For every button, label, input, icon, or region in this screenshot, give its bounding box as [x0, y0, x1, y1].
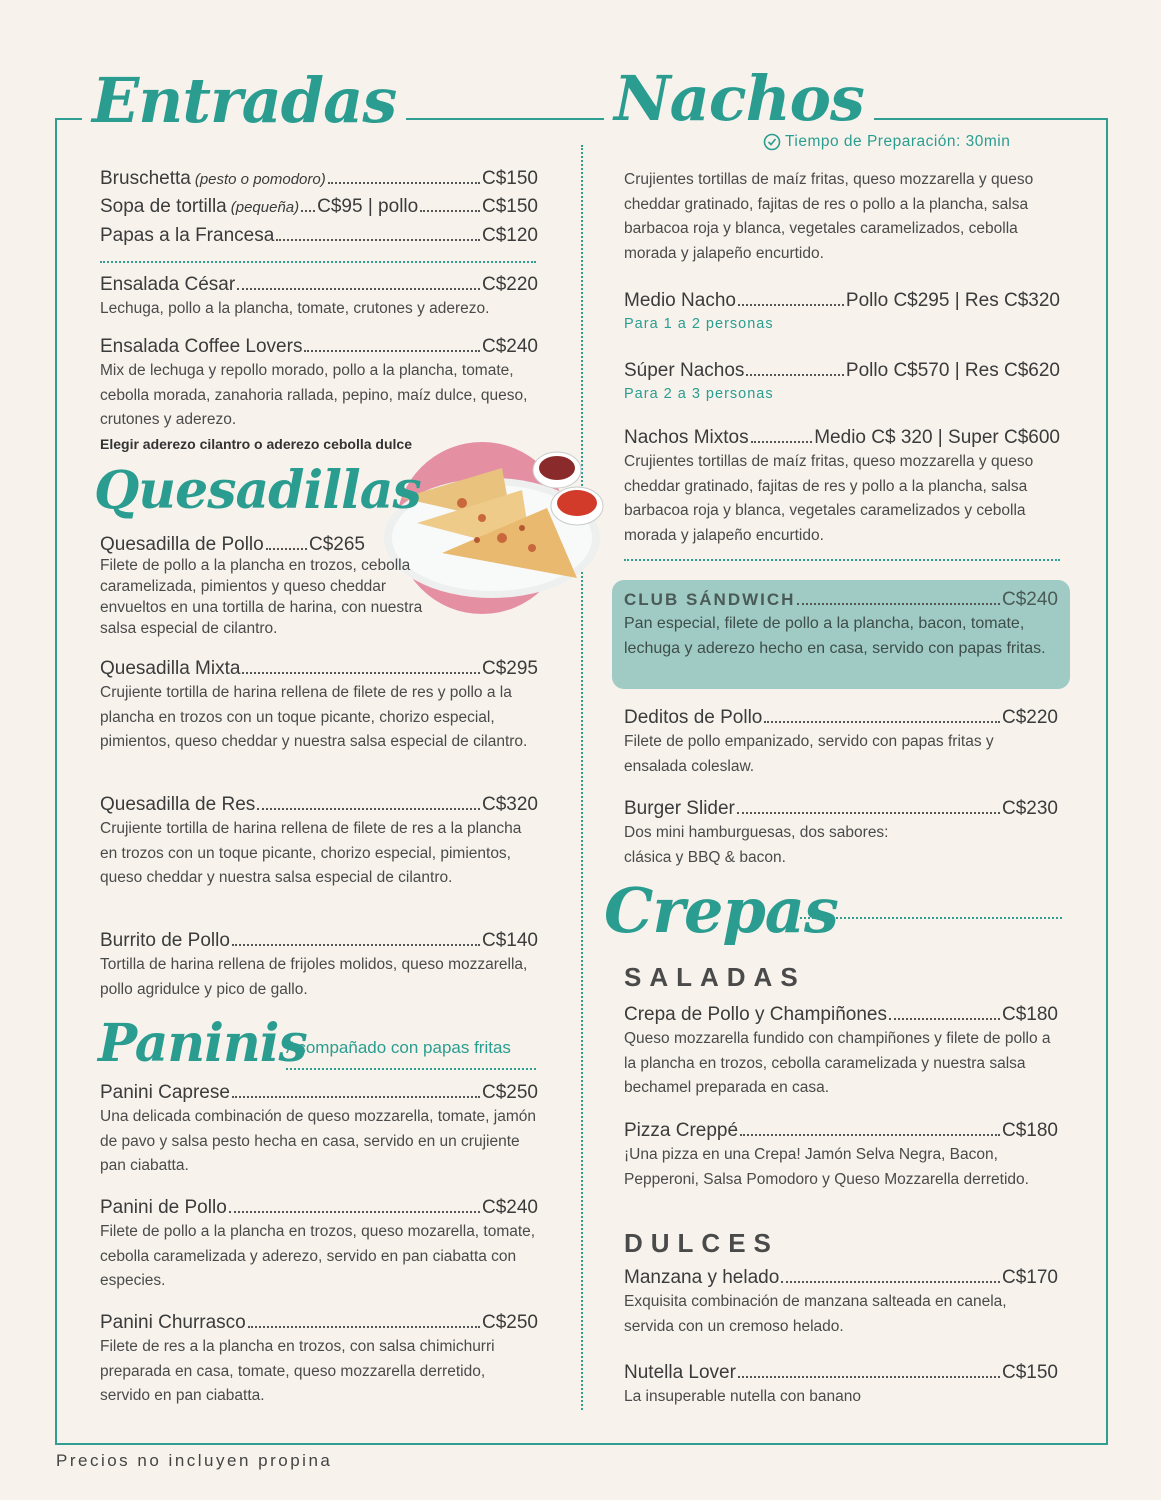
item-price: C$220 — [1002, 707, 1058, 728]
item-desc: Filete de res a la plancha en trozos, con salsa chimichurri preparada en casa, tomate, queso mozzarella derretido, servido en pan ciabatta. — [100, 1338, 495, 1404]
item-name: CLUB SÁNDWICH — [624, 590, 796, 609]
nachos-title: Nachos — [604, 68, 874, 130]
item-price: C$295 — [482, 658, 538, 679]
item-price: C$150 — [482, 196, 538, 217]
item-note: Elegir aderezo cilantro o aderezo cebolla dulce — [100, 435, 412, 452]
paninis-title: Paninis — [98, 1013, 307, 1074]
item-price: C$240 — [482, 336, 538, 357]
item-name: Sopa de tortilla — [100, 196, 227, 217]
item-desc: Filete de pollo empanizado, servido con papas fritas y ensalada coleslaw. — [624, 733, 994, 775]
item-name: Manzana y helado — [624, 1267, 780, 1288]
item-name: Quesadilla de Pollo — [100, 534, 264, 555]
item-name: Quesadilla Mixta — [100, 658, 241, 679]
prep-time-text: Tiempo de Preparación: 30min — [785, 133, 1011, 150]
quesadillas-title: Quesadillas — [94, 460, 421, 521]
menu-item-quesadilla-res — [100, 793, 538, 891]
item-name: Ensalada César — [100, 274, 236, 295]
saladas-heading: SALADAS — [624, 962, 806, 992]
menu-item-panini-churrasco — [100, 1311, 538, 1409]
item-price: C$170 — [1002, 1267, 1058, 1288]
item-name: Nachos Mixtos — [624, 427, 749, 448]
item-desc: Filete de pollo a la plancha en trozos, cebolla caramelizada, pimientos y queso cheddar envueltos en una tortilla de harina, con nuestra salsa especial de cilantro. — [100, 557, 423, 637]
menu-item-nutella — [624, 1361, 1058, 1410]
item-price: Pollo C$570 | Res C$620 — [845, 360, 1060, 381]
menu-item-sopa — [100, 195, 538, 220]
crepas-title: Crepas — [604, 874, 838, 947]
menu-item-medio-nacho — [624, 289, 1060, 335]
menu-item-cesar — [100, 273, 538, 322]
menu-item-bruschetta — [100, 167, 538, 192]
item-servings: Para 2 a 3 personas — [624, 386, 774, 402]
item-name: Burrito de Pollo — [100, 930, 230, 951]
nachos-intro: Crujientes tortillas de maíz fritas, queso mozzarella y queso cheddar gratinado, fajitas de res o pollo a la plancha, salsa barbacoa roja y blanca, vegetales caramelizados, cebolla morada y jalapeño encurtido. — [624, 171, 1034, 262]
item-desc: Tortilla de harina rellena de frijoles molidos, queso mozzarella, pollo agridulce y pico de gallo. — [100, 956, 528, 998]
paninis-note: Acompañado con papas fritas — [286, 1038, 511, 1057]
menu-item-panini-caprese — [100, 1081, 538, 1179]
item-price: C$140 — [482, 930, 538, 951]
item-name: Panini de Pollo — [100, 1197, 227, 1218]
item-price: C$250 — [482, 1312, 538, 1333]
item-name: Pizza Creppé — [624, 1120, 739, 1141]
item-price: C$265 — [309, 534, 365, 555]
item-name: Panini Churrasco — [100, 1312, 246, 1333]
item-desc: Pan especial, filete de pollo a la plancha, bacon, tomate, lechuga y aderezo hecho en casa, servido con papas fritas. — [624, 615, 1046, 657]
item-price: Pollo C$295 | Res C$320 — [845, 290, 1060, 311]
item-desc: La insuperable nutella con banano — [624, 1388, 861, 1405]
item-note: (pesto o pomodoro) — [194, 171, 326, 188]
item-note: (pequeña) — [230, 199, 300, 216]
item-name: Burger Slider — [624, 798, 735, 819]
menu-item-manzana — [624, 1266, 1058, 1339]
item-name: Panini Caprese — [100, 1082, 230, 1103]
item-name: Súper Nachos — [624, 360, 745, 381]
menu-item-pizza-creppe — [624, 1119, 1058, 1192]
divider — [100, 261, 536, 263]
footer-note: Precios no incluyen propina — [56, 1451, 333, 1470]
menu-item-deditos — [624, 706, 1058, 779]
item-price: C$150 — [1002, 1362, 1058, 1383]
menu-item-crepa-pollo — [624, 1003, 1058, 1101]
menu-item-nachos-mixtos — [624, 426, 1060, 548]
clock-icon — [763, 133, 781, 151]
item-desc-2: clásica y BBQ & bacon. — [624, 848, 786, 866]
menu-item-quesadilla-pollo — [100, 533, 365, 557]
item-desc: Queso mozzarella fundido con champiñones y filete de pollo a la plancha en trozos, cebolla caramelizada y nuestra salsa bechamel preparada en casa. — [624, 1030, 1051, 1096]
item-name: Quesadilla de Res — [100, 794, 256, 815]
item-price: Medio C$ 320 | Super C$600 — [814, 427, 1060, 448]
item-name: Ensalada Coffee Lovers — [100, 336, 303, 357]
menu-item-quesadilla-mixta — [100, 657, 538, 755]
item-desc: Lechuga, pollo a la plancha, tomate, crutones y aderezo. — [100, 300, 490, 317]
divider — [624, 559, 1060, 561]
item-name: Crepa de Pollo y Champiñones — [624, 1004, 887, 1025]
menu-item-super-nachos — [624, 359, 1060, 405]
menu-item-burger-slider — [624, 797, 1058, 870]
club-sandwich-box — [612, 580, 1070, 689]
item-name: Nutella Lover — [624, 1362, 736, 1383]
item-price: C$150 — [482, 168, 538, 189]
item-desc-1: Dos mini hamburguesas, dos sabores: — [624, 824, 889, 841]
item-price: C$120 — [482, 225, 538, 246]
menu-item-burrito — [100, 929, 538, 1002]
item-desc: Crujiente tortilla de harina rellena de filete de res a la plancha en trozos con un toque picante, chorizo especial, pimientos, queso cheddar y nuestra salsa especial de cilantro. — [100, 820, 522, 886]
item-desc: Filete de pollo a la plancha en trozos, queso mozarella, tomate, cebolla caramelizada y aderezo, servido en pan ciabatta con especies. — [100, 1223, 536, 1289]
item-desc: Mix de lechuga y repollo morado, pollo a la plancha, tomate, cebolla morada, zanahoria rallada, pepino, maíz dulce, queso, crutones y aderezo. — [100, 362, 528, 428]
item-servings: Para 1 a 2 personas — [624, 316, 774, 332]
item-desc: Crujiente tortilla de harina rellena de filete de res y pollo a la plancha en trozos con un toque picante, chorizo especial, pimientos, queso cheddar y nuestra salsa especial de cilantro. — [100, 684, 528, 750]
prep-time — [763, 133, 1010, 151]
entradas-title: Entradas — [82, 70, 406, 132]
item-price: C$230 — [1002, 798, 1058, 819]
item-desc: Crujientes tortillas de maíz fritas, queso mozzarella y queso cheddar gratinado, fajitas de res y pollo a la plancha, salsa barbacoa roja y blanca, vegetales caramelizados y cebolla morada y jalapeño encurtido. — [624, 453, 1034, 544]
item-name: Bruschetta — [100, 168, 191, 189]
item-desc: Una delicada combinación de queso mozzarella, tomate, jamón de pavo y salsa pesto hecha en casa, servido en un crujiente pan ciabatta. — [100, 1108, 536, 1174]
item-desc: Exquisita combinación de manzana salteada en canela, servida con un cremoso helado. — [624, 1293, 1007, 1335]
item-price: C$240 — [482, 1197, 538, 1218]
item-price: C$240 — [1002, 589, 1058, 610]
item-price: C$220 — [482, 274, 538, 295]
item-price: C$180 — [1002, 1004, 1058, 1025]
item-price-small: C$95 | pollo — [317, 196, 419, 217]
item-name: Papas a la Francesa — [100, 225, 275, 246]
dulces-heading: DULCES — [624, 1228, 779, 1258]
item-price: C$250 — [482, 1082, 538, 1103]
column-divider — [581, 145, 583, 1410]
item-name: Deditos de Pollo — [624, 707, 763, 728]
divider — [800, 917, 1062, 919]
menu-item-papas — [100, 224, 538, 248]
item-desc: ¡Una pizza en una Crepa! Jamón Selva Negra, Bacon, Pepperoni, Salsa Pomodoro y Queso Mozzarella derretido. — [624, 1146, 1029, 1188]
item-price: C$320 — [482, 794, 538, 815]
divider — [286, 1068, 536, 1070]
menu-item-panini-pollo — [100, 1196, 538, 1294]
item-name: Medio Nacho — [624, 290, 736, 311]
item-price: C$180 — [1002, 1120, 1058, 1141]
